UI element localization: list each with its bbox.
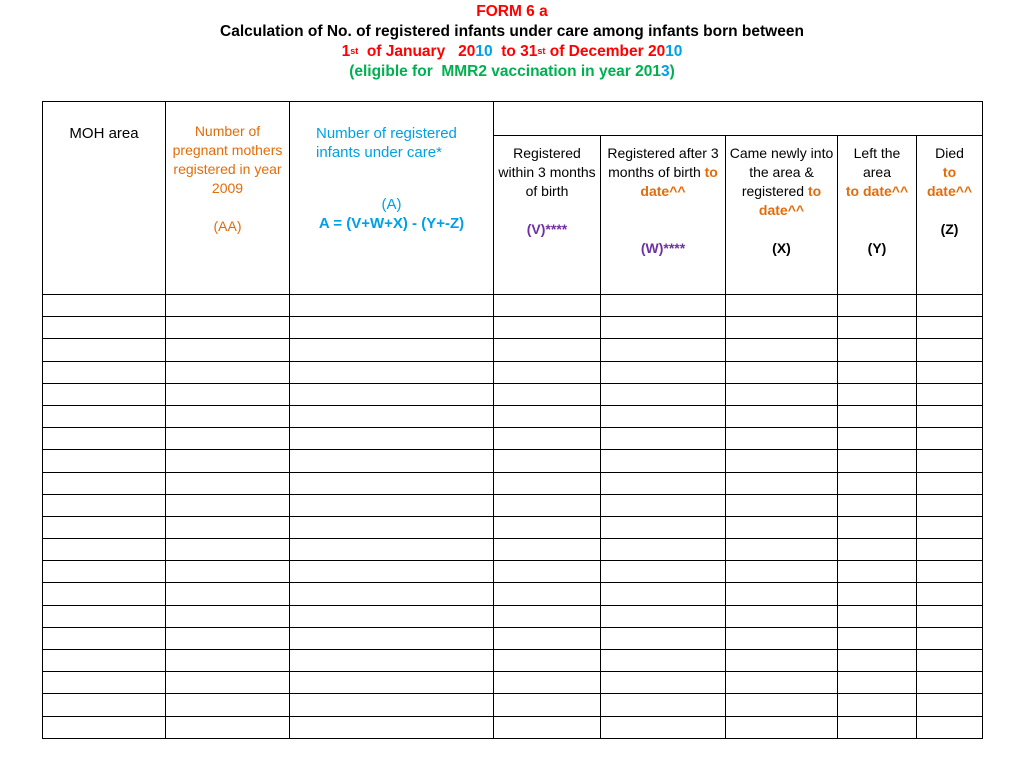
eligible-part1: (eligible for MMR2 vaccination in year 201 [349, 63, 662, 80]
table-cell[interactable] [43, 605, 166, 627]
table-cell[interactable] [917, 428, 983, 450]
table-cell[interactable] [290, 716, 494, 738]
table-cell[interactable] [601, 539, 726, 561]
sub-y-code: (Y) [867, 240, 887, 256]
table-cell[interactable] [601, 583, 726, 605]
table-cell[interactable] [917, 650, 983, 672]
table-cell[interactable] [726, 650, 838, 672]
table-cell[interactable] [43, 561, 166, 583]
table-cell[interactable] [166, 561, 290, 583]
table-cell[interactable] [838, 295, 917, 317]
table-cell[interactable] [43, 405, 166, 427]
table-cell[interactable] [917, 605, 983, 627]
table-cell[interactable] [290, 494, 494, 516]
table-cell[interactable] [166, 494, 290, 516]
table-cell[interactable] [838, 561, 917, 583]
table-cell[interactable] [726, 694, 838, 716]
header-registered-infants [290, 102, 494, 295]
date-day1: 1 [341, 43, 351, 60]
table-cell[interactable] [838, 583, 917, 605]
sub-w-todate: to date^^ [640, 164, 718, 199]
table-cell[interactable] [917, 295, 983, 317]
registration-table [42, 101, 983, 739]
table-cell[interactable] [726, 516, 838, 538]
table-cell[interactable] [917, 383, 983, 405]
table-cell[interactable] [290, 317, 494, 339]
table-cell[interactable] [726, 405, 838, 427]
header-sub-x [726, 136, 838, 295]
sub-y-todate: to date^^ [845, 183, 909, 199]
table-cell[interactable] [290, 672, 494, 694]
table-row [43, 450, 983, 472]
table-cell[interactable] [166, 583, 290, 605]
table-cell[interactable] [290, 295, 494, 317]
table-cell[interactable] [494, 539, 601, 561]
table-cell[interactable] [43, 383, 166, 405]
table-row [43, 516, 983, 538]
table-cell[interactable] [494, 450, 601, 472]
table-row [43, 650, 983, 672]
table-cell[interactable] [917, 583, 983, 605]
table-cell[interactable] [726, 383, 838, 405]
table-row [43, 295, 983, 317]
table-cell[interactable] [43, 539, 166, 561]
table-cell[interactable] [917, 494, 983, 516]
form-title: FORM 6 a [476, 3, 548, 20]
table-cell[interactable] [838, 383, 917, 405]
table-cell[interactable] [917, 472, 983, 494]
table-cell[interactable] [838, 672, 917, 694]
table-cell[interactable] [43, 472, 166, 494]
table-cell[interactable] [917, 672, 983, 694]
table-cell[interactable] [166, 516, 290, 538]
table-cell[interactable] [290, 339, 494, 361]
table-cell[interactable] [494, 494, 601, 516]
table-cell[interactable] [494, 405, 601, 427]
sub-x-code: (X) [772, 240, 791, 256]
sub-z-label: Died [935, 145, 964, 161]
table-row [43, 694, 983, 716]
table-cell[interactable] [601, 627, 726, 649]
table-cell[interactable] [166, 450, 290, 472]
registered-infants-formula: A = (V+W+X) - (Y+-Z) [318, 215, 465, 232]
sub-w-label: Registered after 3 months of birth [607, 145, 719, 180]
table-cell[interactable] [494, 339, 601, 361]
table-cell[interactable] [494, 472, 601, 494]
date-year1-suffix: 10 [475, 43, 493, 60]
table-cell[interactable] [601, 317, 726, 339]
table-cell[interactable] [838, 472, 917, 494]
eligible-line [0, 62, 1024, 82]
table-cell[interactable] [917, 561, 983, 583]
table-cell[interactable] [917, 716, 983, 738]
table-cell[interactable] [43, 672, 166, 694]
table-cell[interactable] [166, 672, 290, 694]
table-cell[interactable] [290, 516, 494, 538]
table-cell[interactable] [601, 694, 726, 716]
table-cell[interactable] [726, 716, 838, 738]
table-cell[interactable] [917, 361, 983, 383]
date-year2-suffix: 10 [665, 43, 683, 60]
table-cell[interactable] [290, 428, 494, 450]
pregnant-mothers-label: Number of pregnant mothers registered in year 2009 [172, 123, 283, 196]
table-cell[interactable] [166, 339, 290, 361]
pregnant-mothers-code: (AA) [213, 218, 242, 234]
table-cell[interactable] [43, 694, 166, 716]
sub-v-code: (V)**** [526, 221, 568, 237]
table-cell[interactable] [726, 317, 838, 339]
sub-x-label: Came newly into the area & registered [729, 145, 838, 199]
table-cell[interactable] [838, 428, 917, 450]
table-cell[interactable] [601, 383, 726, 405]
table-cell[interactable] [838, 317, 917, 339]
table-cell[interactable] [494, 428, 601, 450]
table-cell[interactable] [494, 694, 601, 716]
moh-area-label: MOH area [69, 125, 139, 142]
header-group-blank [494, 102, 983, 136]
date-range-line [0, 42, 1024, 62]
table-cell[interactable] [838, 494, 917, 516]
table-cell[interactable] [166, 605, 290, 627]
table-cell[interactable] [838, 605, 917, 627]
table-cell[interactable] [494, 627, 601, 649]
table-cell[interactable] [43, 361, 166, 383]
table-cell[interactable] [838, 716, 917, 738]
table-cell[interactable] [43, 650, 166, 672]
table-cell[interactable] [43, 494, 166, 516]
table-cell[interactable] [290, 650, 494, 672]
table-cell[interactable] [166, 405, 290, 427]
table-row [43, 605, 983, 627]
table-cell[interactable] [290, 694, 494, 716]
table-cell[interactable] [917, 339, 983, 361]
table-cell[interactable] [166, 361, 290, 383]
sub-v-label: Registered within 3 months of birth [498, 145, 596, 199]
table-cell[interactable] [726, 428, 838, 450]
registered-infants-code: (A) [381, 196, 402, 213]
table-cell[interactable] [601, 494, 726, 516]
table-cell[interactable] [726, 339, 838, 361]
table-cell[interactable] [290, 605, 494, 627]
table-row [43, 494, 983, 516]
table-cell[interactable] [838, 539, 917, 561]
table-cell[interactable] [838, 361, 917, 383]
date-part1: of January 20 [358, 43, 476, 60]
form-subtitle: Calculation of No. of registered infants under care among infants born between [220, 23, 804, 40]
table-cell[interactable] [601, 561, 726, 583]
table-cell[interactable] [601, 716, 726, 738]
table-cell[interactable] [494, 383, 601, 405]
header-sub-w [601, 136, 726, 295]
table-cell[interactable] [290, 627, 494, 649]
table-cell[interactable] [726, 605, 838, 627]
table-cell[interactable] [838, 450, 917, 472]
table-cell[interactable] [290, 472, 494, 494]
table-cell[interactable] [43, 627, 166, 649]
header-pregnant-mothers [166, 102, 290, 295]
table-cell[interactable] [43, 450, 166, 472]
table-cell[interactable] [601, 450, 726, 472]
table-cell[interactable] [494, 605, 601, 627]
table-cell[interactable] [601, 339, 726, 361]
table-cell[interactable] [290, 561, 494, 583]
sub-y-label: Left the area [853, 145, 901, 180]
table-cell[interactable] [726, 539, 838, 561]
table-cell[interactable] [166, 650, 290, 672]
table-cell[interactable] [166, 539, 290, 561]
table-cell[interactable] [726, 627, 838, 649]
table-cell[interactable] [601, 472, 726, 494]
table-cell[interactable] [726, 494, 838, 516]
table-row [43, 339, 983, 361]
table-cell[interactable] [43, 295, 166, 317]
sub-x-text [726, 136, 837, 220]
table-cell[interactable] [494, 317, 601, 339]
table-cell[interactable] [43, 583, 166, 605]
table-cell[interactable] [726, 472, 838, 494]
table-cell[interactable] [290, 383, 494, 405]
table-cell[interactable] [726, 561, 838, 583]
table-cell[interactable] [494, 583, 601, 605]
table-cell[interactable] [726, 361, 838, 383]
table-cell[interactable] [726, 583, 838, 605]
header-moh-area [43, 102, 166, 295]
sub-w-code: (W)**** [640, 240, 686, 256]
table-cell[interactable] [43, 516, 166, 538]
table-cell[interactable] [494, 650, 601, 672]
table-cell[interactable] [494, 361, 601, 383]
date-part2: to 31 [492, 43, 538, 60]
table-cell[interactable] [166, 428, 290, 450]
table-cell[interactable] [917, 405, 983, 427]
table-row [43, 672, 983, 694]
table-cell[interactable] [166, 472, 290, 494]
table-cell[interactable] [290, 450, 494, 472]
table-cell[interactable] [726, 450, 838, 472]
table-cell[interactable] [917, 694, 983, 716]
eligible-close: ) [669, 63, 675, 80]
table-cell[interactable] [838, 339, 917, 361]
sub-z-todate: to date^^ [926, 164, 973, 199]
table-row [43, 317, 983, 339]
table-cell[interactable] [290, 539, 494, 561]
table-cell[interactable] [166, 694, 290, 716]
sub-z-code: (Z) [940, 221, 959, 237]
table-cell[interactable] [290, 361, 494, 383]
table-cell[interactable] [290, 583, 494, 605]
table-cell[interactable] [601, 295, 726, 317]
table-row [43, 583, 983, 605]
registered-infants-label: Number of registered infants under care* [316, 125, 457, 161]
table-cell[interactable] [494, 561, 601, 583]
table-cell[interactable] [601, 405, 726, 427]
table-cell[interactable] [166, 317, 290, 339]
table-row [43, 383, 983, 405]
table-cell[interactable] [601, 605, 726, 627]
header-sub-z [917, 136, 983, 295]
table-cell[interactable] [838, 650, 917, 672]
date-sup2: st [537, 46, 546, 56]
table-cell[interactable] [166, 627, 290, 649]
sub-x-todate: to date^^ [758, 183, 822, 218]
table-row [43, 539, 983, 561]
table-row [43, 405, 983, 427]
table-cell[interactable] [166, 716, 290, 738]
table-row [43, 428, 983, 450]
table-cell[interactable] [917, 516, 983, 538]
table-row [43, 472, 983, 494]
table-row [43, 361, 983, 383]
table-cell[interactable] [726, 672, 838, 694]
table-row [43, 627, 983, 649]
table-cell[interactable] [917, 450, 983, 472]
sub-w-text [601, 136, 725, 201]
header-sub-y [838, 136, 917, 295]
table-cell[interactable] [838, 627, 917, 649]
table-cell[interactable] [494, 516, 601, 538]
header-sub-v [494, 136, 601, 295]
table-cell[interactable] [494, 295, 601, 317]
table-cell[interactable] [726, 295, 838, 317]
date-part3: of December 20 [545, 43, 666, 60]
table-cell[interactable] [290, 405, 494, 427]
form-header [0, 2, 1024, 82]
table-row [43, 716, 983, 738]
table-row [43, 561, 983, 583]
table-cell[interactable] [601, 650, 726, 672]
table-cell[interactable] [917, 317, 983, 339]
table-cell[interactable] [494, 716, 601, 738]
table-cell[interactable] [917, 627, 983, 649]
table-cell[interactable] [601, 516, 726, 538]
table-cell[interactable] [838, 516, 917, 538]
table-cell[interactable] [43, 428, 166, 450]
table-cell[interactable] [601, 428, 726, 450]
table-cell[interactable] [43, 339, 166, 361]
table-cell[interactable] [838, 694, 917, 716]
table-cell[interactable] [601, 361, 726, 383]
date-sup1: st [350, 46, 359, 56]
table-cell[interactable] [43, 317, 166, 339]
table-cell[interactable] [166, 295, 290, 317]
table-cell[interactable] [43, 716, 166, 738]
table-cell[interactable] [601, 672, 726, 694]
table-cell[interactable] [838, 405, 917, 427]
table-cell[interactable] [917, 539, 983, 561]
eligible-year-digit: 3 [661, 63, 670, 80]
table-cell[interactable] [166, 383, 290, 405]
table-cell[interactable] [494, 672, 601, 694]
